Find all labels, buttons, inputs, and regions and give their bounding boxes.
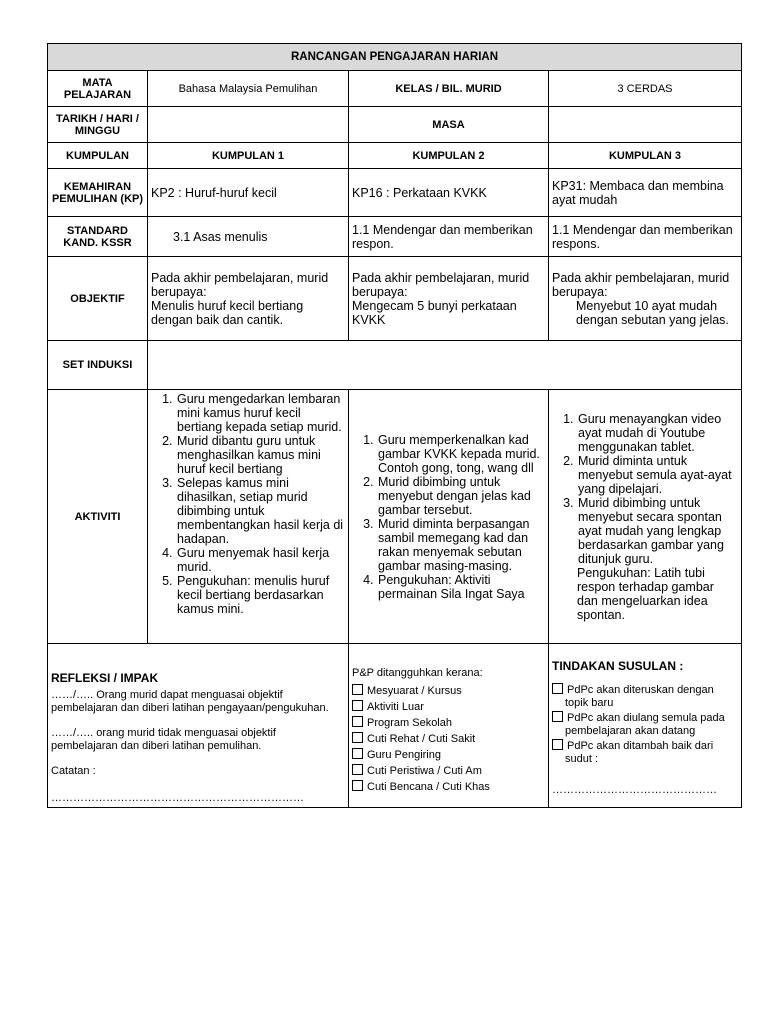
induction-value [148, 341, 742, 390]
objective-intro: Pada akhir pembelajaran, murid berupaya: [151, 270, 329, 299]
checkbox-icon[interactable] [352, 716, 363, 727]
class-label: KELAS / BIL. MURID [349, 71, 549, 107]
reflection-line-not-mastered: ……/….. orang murid tidak menguasai objektif pembelajaran dan diberi latihan pemulihan. [51, 726, 276, 752]
objective-text: Menyebut 10 ayat mudah dengan sebutan yang jelas. [576, 298, 729, 327]
objective-group-2 [349, 257, 549, 341]
standard-group-3: 1.1 Mendengar dan memberikan respons. [549, 217, 742, 257]
objective-group-1 [148, 257, 349, 341]
activity-item: 2. Murid diminta untuk menyebut semula ayat-ayat yang dipelajari. [577, 454, 738, 496]
postponed-item[interactable]: Guru Pengiring [352, 748, 545, 762]
activity-group-3 [549, 390, 742, 644]
skill-group-2: KP16 : Perkataan KVKK [349, 169, 549, 217]
skill-group-3: KP31: Membaca dan membina ayat mudah [549, 169, 742, 217]
notes-dots: …………………………………………………………… [51, 791, 304, 804]
subject-value: Bahasa Malaysia Pemulihan [148, 71, 349, 107]
activity-item: 3. Selepas kamus mini dihasilkan, setiap murid dibimbing untuk membentangkan hasil kerja di hadapan. [176, 476, 345, 546]
objective-label: OBJEKTIF [48, 257, 148, 341]
date-value [148, 107, 349, 143]
objective-intro: Pada akhir pembelajaran, murid berupaya: [552, 270, 730, 299]
checkbox-icon[interactable] [552, 711, 563, 722]
skill-group-1: KP2 : Huruf-huruf kecil [148, 169, 349, 217]
objective-text: Mengecam 5 bunyi perkataan KVKK [352, 298, 517, 327]
checkbox-icon[interactable] [352, 700, 363, 711]
postponed-item[interactable]: Cuti Rehat / Cuti Sakit [352, 732, 545, 746]
group-2-header: KUMPULAN 2 [349, 143, 549, 169]
postponed-item[interactable]: Cuti Bencana / Cuti Khas [352, 780, 545, 794]
activity-item: 5. Pengukuhan: menulis huruf kecil bertiang berdasarkan kamus mini. [176, 574, 345, 616]
activity-item: 3. Murid diminta berpasangan sambil memegang kad dan rakan menyemak sebutan gambar masing-masing. [377, 517, 545, 573]
notes-label: Catatan : [51, 764, 96, 777]
activity-item: 1. Guru menayangkan video ayat mudah di Youtube menggunakan tablet. [577, 412, 738, 454]
postponed-item[interactable]: Program Sekolah [352, 716, 545, 730]
postponed-title: P&P ditangguhkan kerana: [352, 667, 483, 679]
postponed-item[interactable]: Aktiviti Luar [352, 700, 545, 714]
checkbox-icon[interactable] [352, 684, 363, 695]
class-value: 3 CERDAS [549, 71, 742, 107]
activity-item: 1. Guru mengedarkan lembaran mini kamus huruf kecil bertiang kepada setiap murid. [176, 392, 345, 434]
activity-item: 4. Guru menyemak hasil kerja murid. [176, 546, 345, 574]
subject-label: MATA PELAJARAN [48, 71, 148, 107]
checkbox-icon[interactable] [552, 683, 563, 694]
document-title: RANCANGAN PENGAJARAN HARIAN [48, 44, 742, 71]
checkbox-icon[interactable] [352, 764, 363, 775]
lesson-plan-table [47, 43, 742, 808]
skill-label: KEMAHIRAN PEMULIHAN (KP) [48, 169, 148, 217]
followup-item[interactable]: PdPc akan diteruskan dengan topik baru [552, 683, 738, 710]
reflection-section [48, 644, 349, 808]
followup-item[interactable]: PdPc akan diulang semula pada pembelajaran akan datang [552, 711, 738, 738]
followup-section [549, 644, 742, 808]
time-label: MASA [349, 107, 549, 143]
reflection-title: REFLEKSI / IMPAK [51, 670, 159, 685]
activity-item: 4. Pengukuhan: Aktiviti permainan Sila Ingat Saya [377, 573, 545, 601]
date-label: TARIKH / HARI / MINGGU [48, 107, 148, 143]
induction-label: SET INDUKSI [48, 341, 148, 390]
reflection-line-mastered: ……/….. Orang murid dapat menguasai objektif pembelajaran dan diberi latihan pengayaan/pengukuhan. [51, 688, 329, 714]
checkbox-icon[interactable] [352, 780, 363, 791]
checkbox-icon[interactable] [352, 748, 363, 759]
followup-title: TINDAKAN SUSULAN : [552, 658, 684, 673]
objective-text: Menulis huruf kecil bertiang dengan baik dan cantik. [151, 298, 304, 327]
postponed-item[interactable]: Mesyuarat / Kursus [352, 684, 545, 698]
group-1-header: KUMPULAN 1 [148, 143, 349, 169]
activity-item: 3. Murid dibimbing untuk menyebut secara spontan ayat mudah yang lengkap berdasarkan gambar yang ditunjuk guru. [577, 496, 738, 566]
checkbox-icon[interactable] [352, 732, 363, 743]
postponed-item[interactable]: Cuti Peristiwa / Cuti Am [352, 764, 545, 778]
followup-dots: ……………………………………… [552, 783, 717, 796]
objective-group-3 [549, 257, 742, 341]
standard-group-1: 3.1 Asas menulis [148, 217, 349, 257]
followup-list [552, 683, 738, 766]
activity-group-1 [148, 390, 349, 644]
activity-group-2 [349, 390, 549, 644]
group-3-header: KUMPULAN 3 [549, 143, 742, 169]
time-value [549, 107, 742, 143]
activity-item: 2. Murid dibimbing untuk menyebut dengan jelas kad gambar tersebut. [377, 475, 545, 517]
objective-intro: Pada akhir pembelajaran, murid berupaya: [352, 270, 530, 299]
activity-reinforcement: Pengukuhan: Latih tubi respon terhadap gambar dan mengeluarkan idea spontan. [577, 565, 714, 622]
group-label: KUMPULAN [48, 143, 148, 169]
standard-group-2: 1.1 Mendengar dan memberikan respon. [349, 217, 549, 257]
postponed-section [349, 644, 549, 808]
followup-item[interactable]: PdPc akan ditambah baik dari sudut : [552, 739, 738, 766]
activity-label: AKTIVITI [48, 390, 148, 644]
postponed-list [352, 684, 545, 794]
checkbox-icon[interactable] [552, 739, 563, 750]
activity-item: 2. Murid dibantu guru untuk menghasilkan kamus mini huruf kecil bertiang [176, 434, 345, 476]
activity-item: 1. Guru memperkenalkan kad gambar KVKK kepada murid. Contoh gong, tong, wang dll [377, 433, 545, 475]
standard-label: STANDARD KAND. KSSR [48, 217, 148, 257]
